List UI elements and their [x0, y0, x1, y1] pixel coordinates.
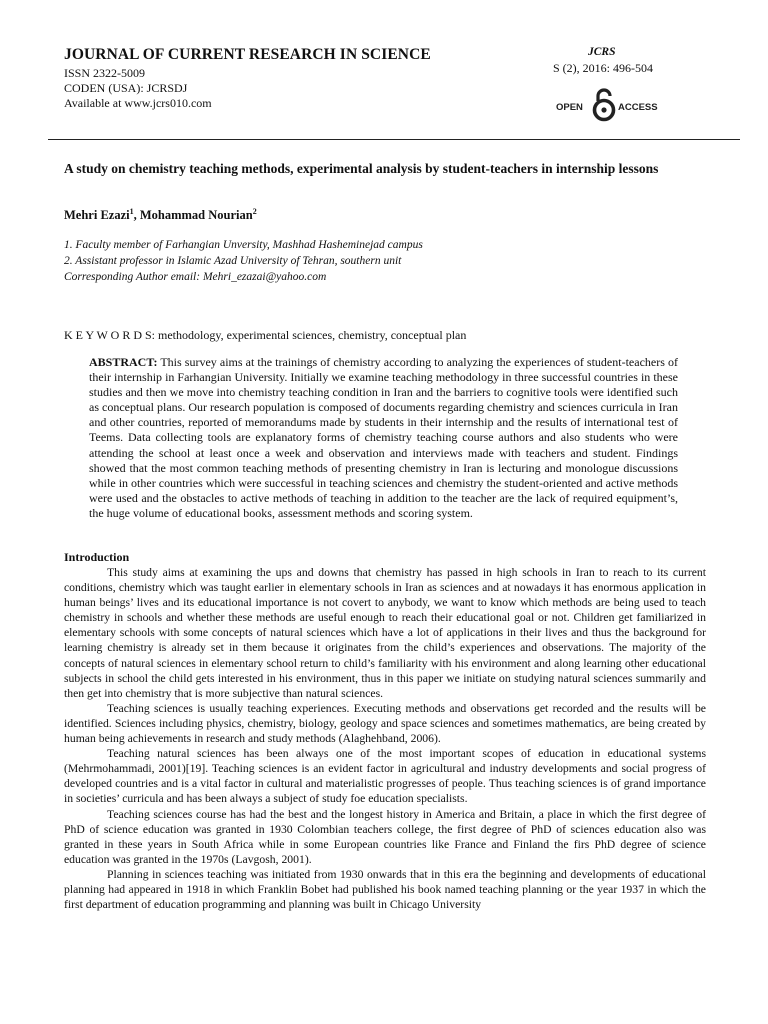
corresponding-author: Corresponding Author email: Mehri_ezazai@yahoo.com: [64, 271, 327, 283]
abstract-text: This survey aims at the trainings of chemistry according to analyzing the experiences of student-teachers of their internship in Farhangian University. Initially we examine teaching methodology in three successful countries in these studies and then we move into chemistry teaching condition in Iran and the barriers to cognitive tools were identified such as conceptual plans. Our research population is composed of documents regarding chemistry and sciences curricula in Iran and other countries, reported of memorandums made by students in their internship and the results of international test of Teems. Data collecting tools are explanatory forms of chemistry teaching course authors and also students who were attending the school at least once a week and observation and interviews made with teachers and student. Findings showed that the most common teaching methods of presenting chemistry in Iran is lecturing and monologue discussions while in other countries which were successful in teaching sciences and chemistry the student-oriented and active methods were used and the obstacles to active methods of teaching in addition to the teacher are the lack of required equipment’s, the huge volume of educational books, assessment methods and scoring system.: [89, 355, 678, 520]
journal-citation: S (2), 2016: 496-504: [553, 61, 653, 75]
author-name: Mehri Ezazi: [64, 208, 130, 223]
keywords-line: [64, 328, 466, 343]
keywords-text: methodology, experimental sciences, chemistry, conceptual plan: [155, 328, 467, 342]
journal-abbreviation: JCRS: [588, 46, 616, 58]
abstract: [89, 355, 678, 521]
open-access-word-open: OPEN: [556, 102, 583, 113]
paragraph: Teaching sciences is usually teaching experiences. Executing methods and observations get recorded and the results will be identified. Sciences including physics, chemistry, biology, geology and space sciences and sometimes mathematics, are being created by human being achievements in research and study methods (Alaghehband, 2006).: [64, 701, 706, 746]
paragraph: Planning in sciences teaching was initiated from 1930 onwards that in this era the beginning and developments of educational planning had appeared in 1918 in which Franklin Bobet had published his book named teaching planning or the year 1937 in which the first department of education programming and planning was built in Chicago University: [64, 867, 706, 912]
header-divider: [48, 139, 740, 140]
keywords-label: K E Y W O R D S:: [64, 328, 156, 342]
journal-issn: ISSN 2322-5009: [64, 66, 146, 80]
author-separator: ,: [133, 208, 140, 223]
paragraph: This study aims at examining the ups and downs that chemistry has passed in high schools in Iran to reach to its current conditions, chemistry which was taught earlier in elementary schools in Iran as sciences and at nowadays it has enormous application in human beings’ lives and its educational importance is not covert to anybody, we want to know which methods are being used to teach chemistry in schools and whether these methods are useful enough to reach their educational goal or not. Children get familiarized in elementary schools with some concepts of natural sciences which have a lot of applications in their lives and thus the background for learning chemistry is already set in them because it originates from the child’s experiences and observations. The majority of the concepts of natural sciences in elementary school return to child’s familiarity with his environment and along learning other educational subjects in school the child gets interested in his environment, thus in this paper we initiate on studying natural sciences summarily and then get into chemistry that is more subjective than natural sciences.: [64, 566, 706, 700]
journal-website: Available at www.jcrs010.com: [64, 96, 212, 110]
affiliation-2: 2. Assistant professor in Islamic Azad University of Tehran, southern unit: [64, 255, 402, 267]
section-heading-introduction: Introduction: [64, 550, 130, 564]
abstract-label: ABSTRACT:: [89, 355, 158, 369]
author-list: [64, 207, 257, 223]
open-access-lock-icon: [590, 88, 618, 122]
introduction-body: [64, 565, 706, 912]
paper-title: A study on chemistry teaching methods, experimental analysis by student-teachers in internship lessons: [64, 161, 659, 176]
author-affiliation-mark: 1: [129, 207, 134, 216]
paragraph: Teaching natural sciences has been always one of the most important scopes of education in educational systems (Mehrmohammadi, 2001)[19]. Teaching sciences is an evident factor in agricultural and industry developments and social progress of developed countries and is a vital factor in cultural and materialistic progresses of people. Thus teaching sciences is of grand importance in societies’ curricula and has been always a subject of study foe education specialists.: [64, 747, 706, 806]
journal-coden: CODEN (USA): JCRSDJ: [64, 81, 188, 95]
open-access-logo: [556, 88, 668, 122]
author-affiliation-mark: 2: [252, 207, 257, 216]
paragraph: Teaching sciences course has had the best and the longest history in America and Britain, a place in which the first degree of PhD of science education was granted in 1930 Colombian teachers college, the first degree of PhD of sciences education also was granted in these years in South Africa while in some European countries like France and Finland the firs PhD degree of science education was granted in the 1970s (Lavgosh, 2001).: [64, 807, 706, 866]
open-access-word-access: ACCESS: [618, 102, 658, 113]
journal-title: JOURNAL OF CURRENT RESEARCH IN SCIENCE: [64, 46, 431, 63]
author-name: Mohammad Nourian: [139, 208, 253, 223]
affiliation-1: 1. Faculty member of Farhangian Unversity, Mashhad Hasheminejad campus: [64, 239, 423, 251]
